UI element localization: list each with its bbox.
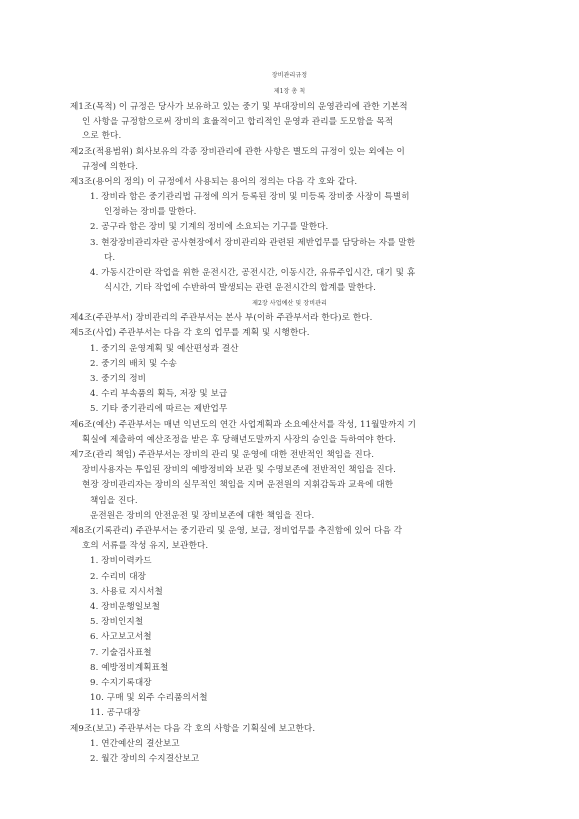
- article-5-line-1: 제5조(사업) 주관부서는 다음 각 호의 업무를 계획 및 시행한다.: [70, 328, 310, 338]
- article-6-line-2: 획실에 제출하여 예산조정을 받은 후 당해년도말까지 사장의 승인을 득하여야 한다.: [82, 435, 396, 445]
- article-2-line-2: 규정에 의한다.: [82, 162, 139, 172]
- chapter-1-heading: 제1장 총 칙: [273, 88, 306, 95]
- article-5-item: 4. 수리 부속품의 획득, 저장 및 보급: [90, 389, 228, 399]
- article-8-item: 4. 장비운행일보철: [90, 602, 161, 612]
- article-9-item: 2. 월간 장비의 수지결산보고: [90, 754, 200, 764]
- article-8-item: 11. 공구대장: [90, 708, 141, 718]
- article-8-item: 6. 사고보고서철: [90, 632, 152, 642]
- article-7-line-3: 현장 장비관리자는 장비의 실무적인 책임을 지며 운전원의 지휘감독과 교육에 대한: [82, 480, 394, 490]
- article-3-item: 2. 공구라 함은 장비 및 기계의 정비에 소요되는 기구를 말한다.: [90, 222, 329, 232]
- article-8-item: 9. 수지기록대장: [90, 678, 152, 688]
- article-8-item: 1. 장비이력카드: [90, 556, 152, 566]
- article-4-line-1: 제4조(주관부서) 장비관리의 주관부서는 본사 부(이하 주관부서라 한다)로 한다.: [70, 313, 373, 323]
- chapter-2-heading: 제2장 사업예산 및 장비관리: [252, 300, 327, 307]
- article-9-line-1: 제9조(보고) 주관부서는 다음 각 호의 사항을 기획실에 보고한다.: [70, 724, 316, 734]
- article-8-item: 3. 사용료 지시서철: [90, 587, 163, 597]
- article-7-line-2: 장비사용자는 투입된 장비의 예방정비와 보관 및 수명보존에 전반적인 책임을 진다.: [82, 465, 396, 475]
- article-3-line-1: 제3조(용어의 정의) 이 규정에서 사용되는 용어의 정의는 다음 각 호와 같다.: [70, 177, 358, 187]
- article-8-item: 10. 구매 및 외주 수리품의서철: [90, 693, 208, 703]
- article-8-item: 2. 수리비 대장: [90, 572, 147, 582]
- document-title: 장비관리규정: [271, 72, 308, 79]
- article-5-item: 3. 중기의 정비: [90, 374, 147, 384]
- article-8-item: 5. 장비인지철: [90, 617, 144, 627]
- article-3-item: 인정하는 장비를 말한다.: [104, 207, 197, 217]
- article-8-line-1: 제8조(기록관리) 주관부서는 중기관리 및 운영, 보급, 정비업무를 추진함에 있어 다음 각: [70, 526, 403, 536]
- article-1-line-2: 인 사항을 규정함으로써 장비의 효율적이고 합리적인 운영과 관리를 도모함을 목적: [82, 117, 394, 127]
- article-8-item: 7. 기술검사표철: [90, 648, 152, 658]
- article-3-item: 4. 가동시간이란 작업을 위한 운전시간, 공전시간, 이동시간, 유류주입시간, 대기 및 휴: [90, 268, 416, 278]
- article-8-item: 8. 예방정비계획표철: [90, 663, 169, 673]
- article-5-item: 2. 중기의 배치 및 수송: [90, 359, 177, 369]
- article-3-item: 식시간, 기타 작업에 수반하여 발생되는 관련 운전시간의 합계를 말한다.: [104, 283, 376, 293]
- article-1-line-3: 으로 한다.: [82, 131, 122, 141]
- article-5-item: 1. 중기의 운영계획 및 예산편성과 결산: [90, 344, 239, 354]
- article-7-line-5: 운전원은 장비의 안전운전 및 장비보존에 대한 책임을 진다.: [90, 511, 315, 521]
- article-9-item: 1. 연간예산의 결산보고: [90, 739, 180, 749]
- article-3-item: 3. 현장장비관리자란 공사현장에서 장비관리와 관련된 제반업무를 담당하는 자를 말한: [90, 238, 416, 248]
- article-3-item: 1. 장비라 함은 중기관리법 규정에 의거 등록된 장비 및 미등록 장비중 사장이 특별히: [90, 192, 410, 202]
- article-8-line-2: 호의 서류를 작성 유지, 보관한다.: [82, 541, 209, 551]
- article-3-item: 다.: [104, 253, 116, 263]
- article-5-item: 5. 기타 중기관리에 따르는 제반업무: [90, 404, 228, 414]
- article-1-line-1: 제1조(목적) 이 규정은 당사가 보유하고 있는 중기 및 부대장비의 운영관리에 관한 기본적: [70, 102, 408, 112]
- article-2-line-1: 제2조(적용범위) 회사보유의 각종 장비관리에 관한 사항은 별도의 규정이 있는 외에는 이: [70, 147, 405, 157]
- article-7-line-1: 제7조(관리 책임) 주관부서는 장비의 관리 및 운영에 대한 전반적인 책임을 진다.: [70, 450, 375, 460]
- article-6-line-1: 제6조(예산) 주관부서는 매년 익년도의 연간 사업계획과 소요예산서를 작성, 11월말까지 기: [70, 420, 416, 430]
- article-7-line-4: 책임을 진다.: [90, 496, 138, 506]
